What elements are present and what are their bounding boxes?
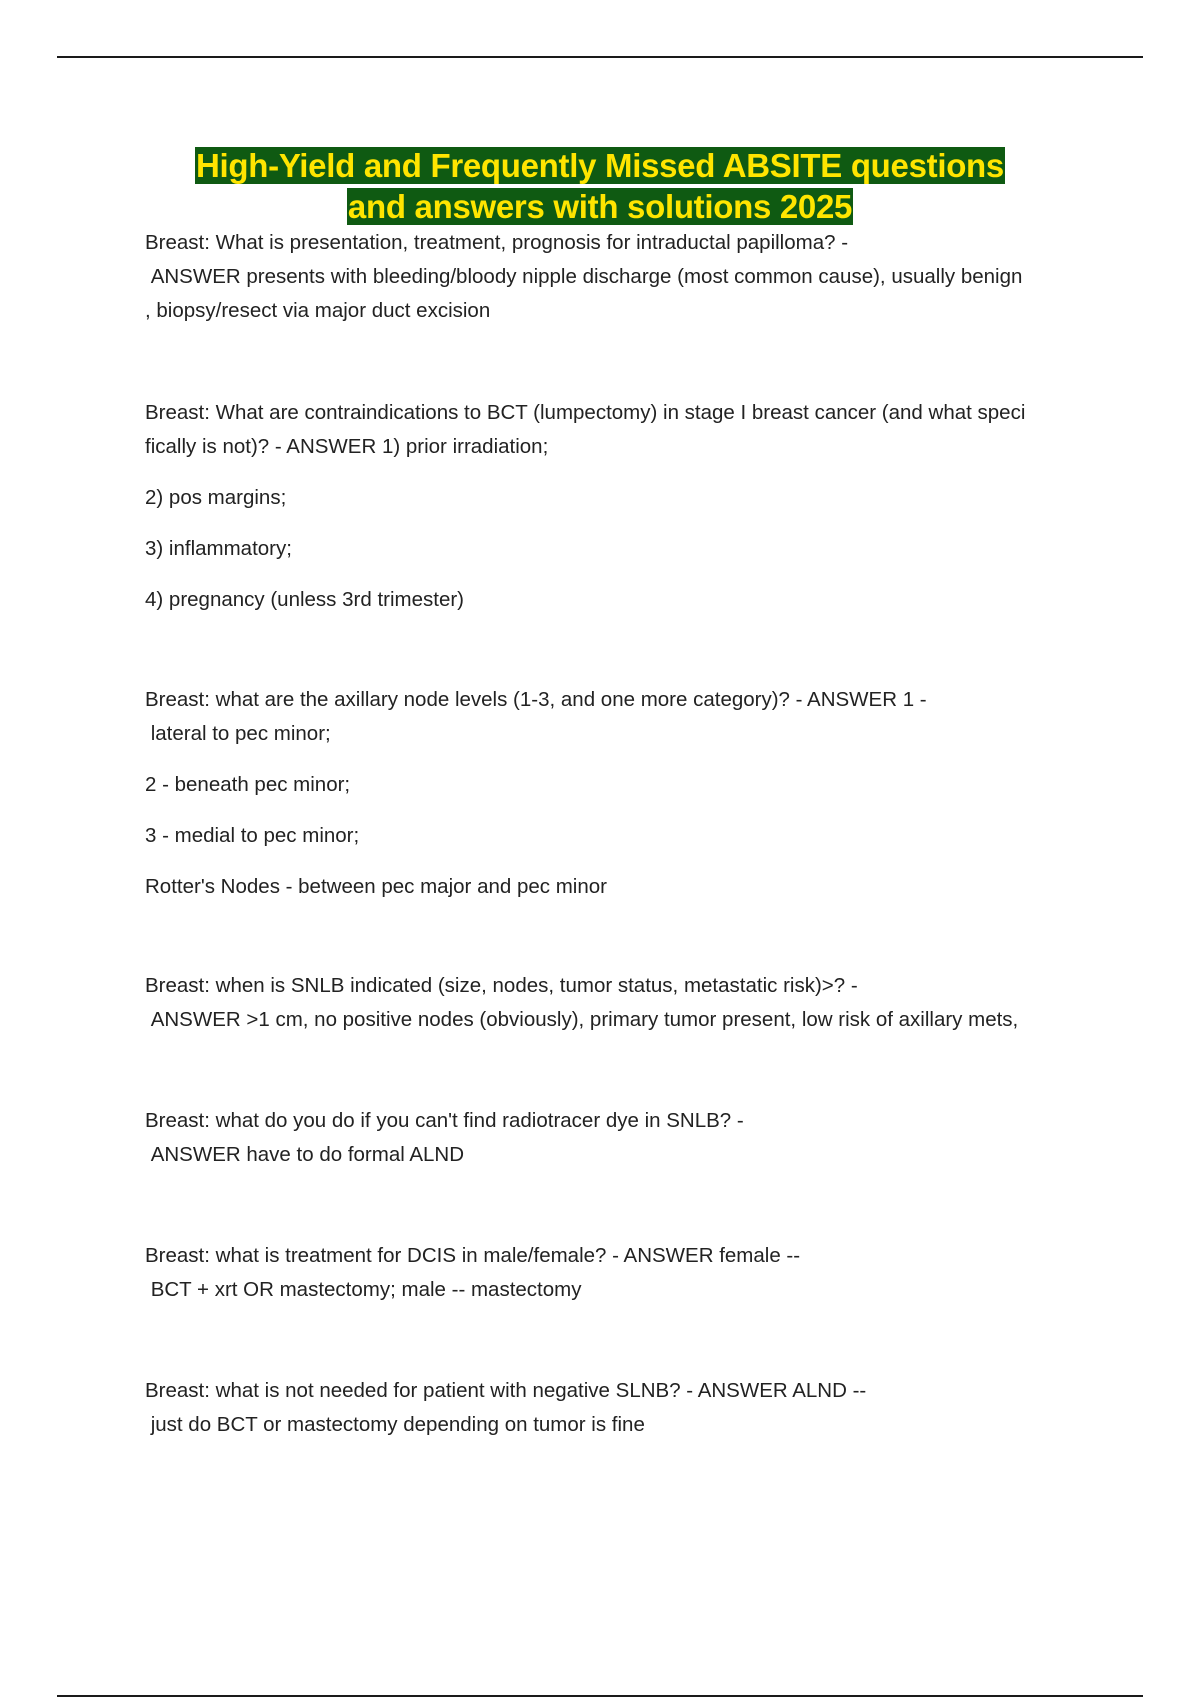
qa-block-snlb-indication xyxy=(145,969,1095,1037)
answer-line: , biopsy/resect via major duct excision xyxy=(145,299,491,322)
question-line: Breast: what are the axillary node levels (1-3, and one more category)? - ANSWER 1 - xyxy=(145,688,927,711)
question-line: Breast: What are contraindications to BCT (lumpectomy) in stage I breast cancer (and what speci xyxy=(145,401,1026,424)
title-line-1: High-Yield and Frequently Missed ABSITE questions xyxy=(196,147,1004,184)
question-line: Breast: What is presentation, treatment, prognosis for intraductal papilloma? - xyxy=(145,231,849,254)
answer-item: 2) pos margins; xyxy=(145,486,287,509)
answer-line: ANSWER presents with bleeding/bloody nipple discharge (most common cause), usually benign xyxy=(145,265,1023,288)
footer-rule xyxy=(57,1695,1143,1697)
answer-item: Rotter's Nodes - between pec major and pec minor xyxy=(145,875,607,898)
answer-item: 4) pregnancy (unless 3rd trimester) xyxy=(145,588,465,611)
answer-line: lateral to pec minor; xyxy=(145,722,331,745)
answer-line: ANSWER >1 cm, no positive nodes (obviously), primary tumor present, low risk of axillary mets, xyxy=(145,1008,1019,1031)
answer-item: 2 - beneath pec minor; xyxy=(145,773,351,796)
header-rule xyxy=(57,56,1143,58)
title-line-2: and answers with solutions 2025 xyxy=(347,188,853,225)
answer-line: just do BCT or mastectomy depending on tumor is fine xyxy=(145,1413,645,1436)
qa-block-negative-slnb xyxy=(145,1374,1095,1442)
answer-line: ANSWER have to do formal ALND xyxy=(145,1143,465,1166)
question-line: Breast: when is SNLB indicated (size, nodes, tumor status, metastatic risk)>? - xyxy=(145,974,858,997)
question-line: Breast: what do you do if you can't find radiotracer dye in SNLB? - xyxy=(145,1109,744,1132)
qa-block-radiotracer-dye xyxy=(145,1104,1095,1172)
qa-block-axillary-node-levels xyxy=(145,683,1095,904)
question-line: Breast: what is treatment for DCIS in male/female? - ANSWER female -- xyxy=(145,1244,801,1267)
document-title xyxy=(0,145,1200,227)
qa-block-intraductal-papilloma xyxy=(145,226,1095,328)
qa-block-dcis-treatment xyxy=(145,1239,1095,1307)
answer-item: 3) inflammatory; xyxy=(145,537,292,560)
qa-block-bct-contraindications xyxy=(145,396,1095,617)
answer-line: BCT + xrt OR mastectomy; male -- mastectomy xyxy=(145,1278,582,1301)
answer-item: 3 - medial to pec minor; xyxy=(145,824,360,847)
question-line: Breast: what is not needed for patient with negative SLNB? - ANSWER ALND -- xyxy=(145,1379,867,1402)
question-line: fically is not)? - ANSWER 1) prior irradiation; xyxy=(145,435,549,458)
